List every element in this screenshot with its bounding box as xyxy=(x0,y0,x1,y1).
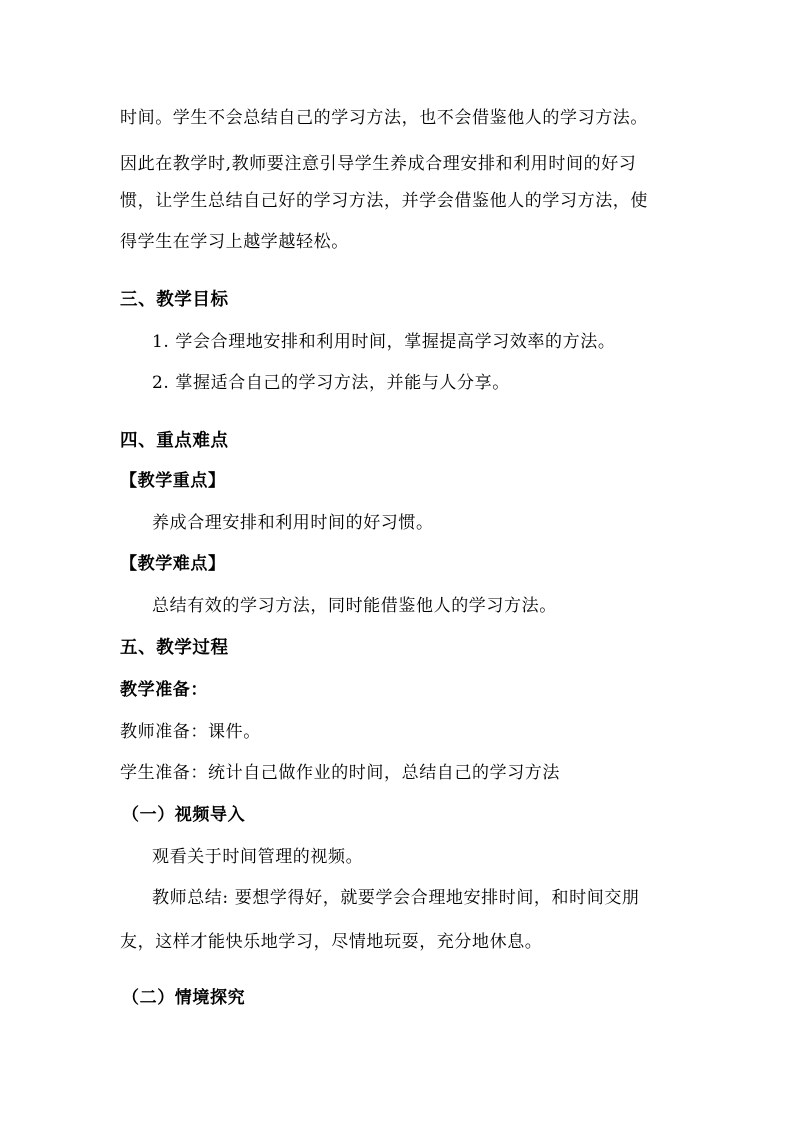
part-2-title: （二）情境探究 xyxy=(122,988,246,1008)
section-3-title: 三、教学目标 xyxy=(120,290,229,310)
part-1-title: （一）视频导入 xyxy=(122,805,246,825)
intro-line-1: 时间。学生不会总结自己的学习方法，也不会借鉴他人的学习方法。 xyxy=(120,108,648,128)
prep-label: 教学准备： xyxy=(120,680,208,700)
intro-line-3: 惯，让学生总结自己好的学习方法，并学会借鉴他人的学习方法，使 xyxy=(120,191,648,211)
section-5-title: 五、教学过程 xyxy=(120,638,229,658)
student-prep: 学生准备：统计自己做作业的时间，总结自己的学习方法 xyxy=(120,763,560,783)
teacher-prep: 教师准备：课件。 xyxy=(120,722,261,742)
part-1-line-3: 友，这样才能快乐地学习，尽情地玩耍，充分地休息。 xyxy=(120,932,543,952)
difficulty-label: 【教学难点】 xyxy=(120,554,226,574)
part-1-line-2: 教师总结: 要想学得好，就要学会合理地安排时间，和时间交朋 xyxy=(152,888,640,908)
key-point-text: 养成合理安排和利用时间的好习惯。 xyxy=(152,513,434,533)
key-point-label: 【教学重点】 xyxy=(120,471,226,491)
intro-line-2: 因此在教学时,教师要注意引导学生养成合理安排和利用时间的好习 xyxy=(120,154,637,174)
section-4-title: 四、重点难点 xyxy=(120,431,229,451)
objective-item-2: 2. 掌握适合自己的学习方法，并能与人分享。 xyxy=(152,373,510,393)
difficulty-text: 总结有效的学习方法，同时能借鉴他人的学习方法。 xyxy=(152,596,557,616)
objective-item-1: 1. 学会合理地安排和利用时间，掌握提高学习效率的方法。 xyxy=(152,332,616,352)
part-1-line-1: 观看关于时间管理的视频。 xyxy=(152,847,364,867)
intro-line-4: 得学生在学习上越学越轻松。 xyxy=(120,232,349,252)
